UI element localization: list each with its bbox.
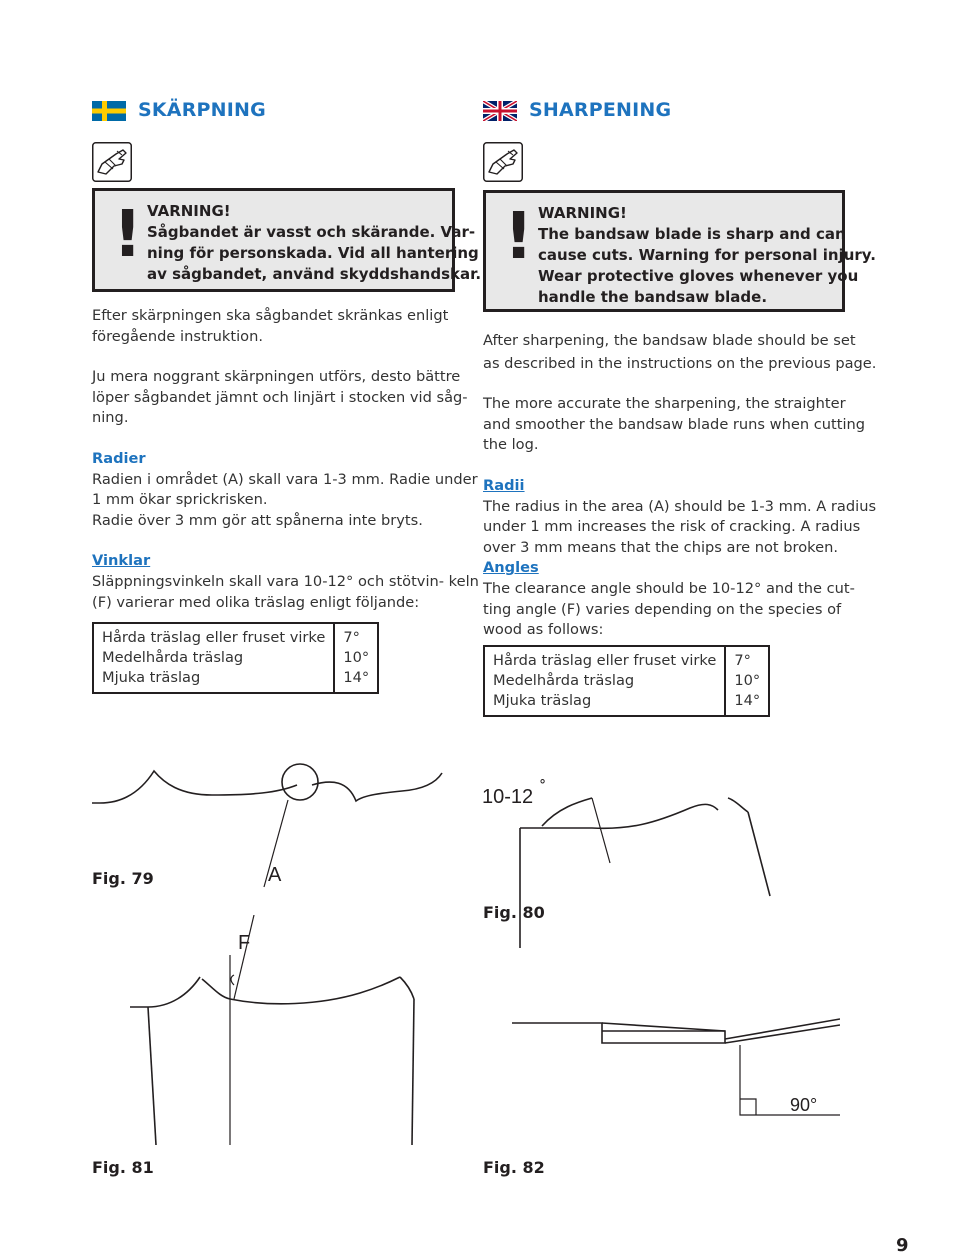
- en-angle-table: [483, 645, 770, 717]
- svg-text:90°: 90°: [790, 1095, 818, 1115]
- fig81-cutting-angle-diagram: [130, 915, 450, 1145]
- sv-heading: SKÄRPNING: [138, 99, 266, 121]
- exclamation-icon: !: [113, 198, 143, 272]
- glove-icon: [92, 142, 132, 182]
- table-row: Hårda träslag eller fruset virke 7°: [484, 646, 769, 671]
- en-warning-text: WARNING! The bandsaw blade is sharp and can cause cuts. Warning for personal injury. Wear protective gloves whenever you handle the bandsaw blade.: [538, 204, 876, 306]
- sv-body: Efter skärpningen ska sågbandet skränkas enligt föregående instruktion. Ju mera noggrant skärpningen utförs, desto bättre löper sågbandet jämnt och linjärt i stocken vid såg- ning. Radier Radien i området (A) skall vara 1-3 mm. Radie under 1 mm ökar sprickrisken. Radie över 3 mm gör att spånerna inte bryts. Vinklar Släppningsvinkeln skall vara 10-12° och stötvin- keln (F) varierar med olika träslag enligt följande:: [92, 307, 479, 611]
- sv-warning-box: [92, 188, 482, 292]
- table-row: Hårda träslag eller fruset virke 7°: [93, 623, 378, 648]
- en-radii-title: Radii: [483, 476, 525, 494]
- label-a: [266, 861, 296, 887]
- sv-warning-text: VARNING! Sågbandet är vasst och skärande. Var- ning för personskada. Vid all hantering av sågbandet, använd skyddshandskar.: [147, 202, 482, 283]
- page-number: 9: [896, 1235, 909, 1256]
- exclamation-icon: !: [504, 200, 534, 274]
- fig81-caption: Fig. 81: [92, 1158, 154, 1177]
- fig79-caption: Fig. 79: [92, 869, 154, 888]
- en-body: After sharpening, the bandsaw blade should be set as described in the instructions on the previous page. The more accurate the sharpening, the straighter and smoother the bandsaw blade runs when cutting the log. Radii The radius in the area (A) should be 1-3 mm. A radius under 1 mm increases the risk of cracking. A radius over 3 mm means that the chips are not broken. Angles The clearance angle should be 10-12° and the cut- ting angle (F) varies depending on the species of wood as follows:: [483, 332, 877, 639]
- table-row: Medelhårda träslag 10°: [484, 671, 769, 691]
- svg-text:˚: ˚: [540, 778, 546, 798]
- table-row: Mjuka träslag 14°: [93, 668, 378, 693]
- en-warning-box: [483, 190, 876, 312]
- fig82-right-angle-diagram: [510, 1005, 840, 1155]
- fig80-caption: Fig. 80: [483, 903, 545, 922]
- svg-text:10-12: 10-12: [482, 786, 534, 808]
- table-row: Medelhårda träslag 10°: [93, 648, 378, 668]
- sv-vinklar-title: Vinklar: [92, 552, 151, 570]
- en-heading: SHARPENING: [529, 99, 672, 121]
- swedish-flag-icon: [92, 101, 126, 121]
- sv-angle-table: [92, 622, 379, 694]
- glove-icon: [483, 142, 523, 182]
- svg-text:F: F: [238, 932, 251, 954]
- fig82-caption: Fig. 82: [483, 1158, 545, 1177]
- en-angles-title: Angles: [483, 559, 539, 577]
- radius-detail-circle: [282, 764, 318, 800]
- sv-radier-title: Radier: [92, 449, 146, 467]
- svg-text:A: A: [268, 864, 282, 886]
- uk-flag-icon: [483, 101, 517, 121]
- table-row: Mjuka träslag 14°: [484, 691, 769, 716]
